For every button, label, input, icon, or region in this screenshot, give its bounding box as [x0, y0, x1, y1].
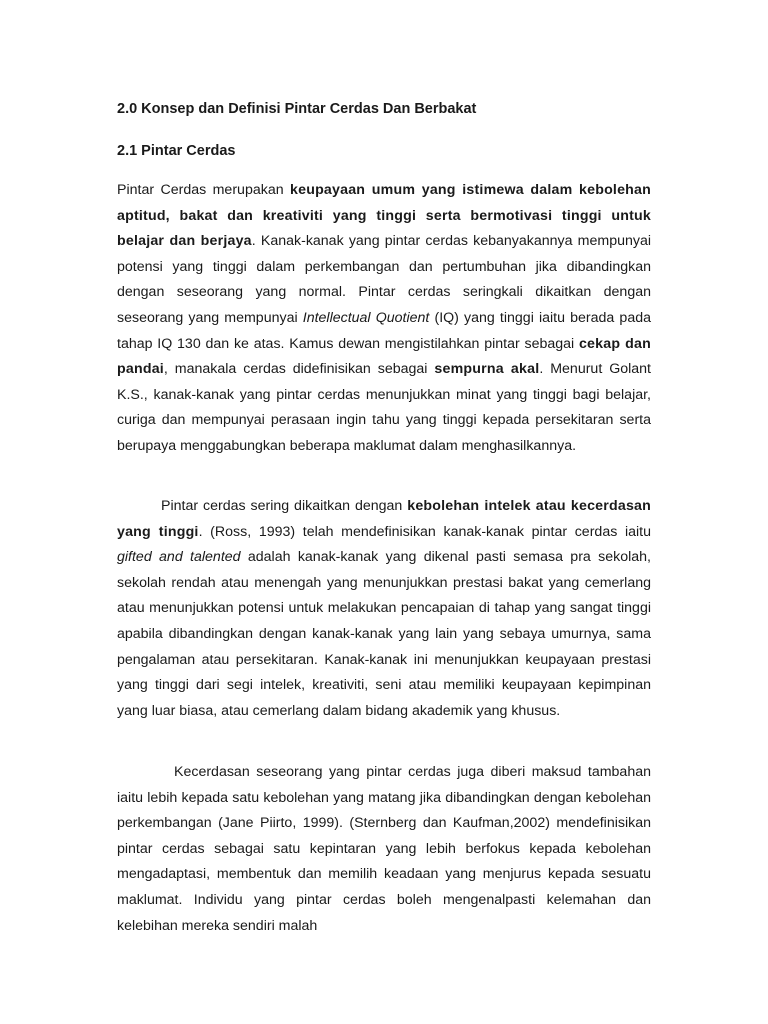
p1-bold-cerdas: sempurna akal	[434, 361, 540, 378]
paragraph-2	[117, 494, 651, 724]
paragraph-3	[117, 760, 651, 939]
p2-text-1: Pintar cerdas sering dikaitkan dengan	[161, 498, 408, 514]
p1-bold-definition: keupayaan umum yang istimewa dalam kebolehan aptitud, bakat dan kreativiti yang tinggi serta bermotivasi tinggi untuk belajar dan berjaya	[117, 182, 651, 250]
p2-text-3: adalah kanak-kanak yang dikenal pasti semasa pra sekolah, sekolah rendah atau menengah yang menunjukkan prestasi bakat yang cemerlang atau menunjukkan potensi untuk melakukan pencapaian di tahap yang sangat tinggi apabila dibandingkan dengan kanak-kanak yang lain yang sebaya umurnya, sama pengalaman atau persekitaran. Kanak-kanak ini menunjukkan keupayaan prestasi yang tinggi dari segi intelek, kreativiti, seni atau memiliki keupayaan kepimpinan yang luar biasa, atau cemerlang dalam bidang akademik yang khusus.	[117, 549, 651, 719]
p1-text-4: , manakala cerdas didefinisikan sebagai	[163, 361, 435, 378]
p2-bold-intellect: kebolehan intelek atau kecerdasan yang tinggi	[117, 498, 651, 540]
p3-text-1: Kecerdasan seseorang yang pintar cerdas juga diberi maksud tambahan iaitu lebih kepada satu kebolehan yang matang jika dibandingkan dengan kebolehan perkembangan (Jane Piirto, 1999). (Sternberg dan Kaufman,2002) mendefinisikan pintar cerdas sebagai satu kepintaran yang lebih berfokus kepada kebolehan mengadaptasi, membentuk dan memilih keadaan yang menjurus kepada sesuatu maklumat. Individu yang pintar cerdas boleh mengenalpasti kelemahan dan kelebihan mereka sendiri malah	[117, 764, 651, 934]
subsection-heading: 2.1 Pintar Cerdas	[117, 143, 236, 159]
p1-text-3: (IQ) yang tinggi iaitu berada pada tahap IQ 130 dan ke atas. Kamus dewan mengistilahkan pintar sebagai	[117, 309, 651, 352]
p1-text-1: Pintar Cerdas merupakan	[117, 182, 291, 198]
p1-italic-term: Intellectual Quotient	[302, 309, 430, 326]
paragraph-1	[117, 178, 651, 460]
p2-text-2: . (Ross, 1993) telah mendefinisikan kanak-kanak pintar cerdas iaitu	[198, 523, 651, 540]
p1-text-5: . Menurut Golant K.S., kanak-kanak yang pintar cerdas menunjukkan minat yang tinggi bagi belajar, curiga dan mempunyai perasaan ingin tahu yang tinggi kepada persekitaran serta berupaya menggabungkan beberapa maklumat dalam menghasilkannya.	[117, 361, 651, 454]
section-heading: 2.0 Konsep dan Definisi Pintar Cerdas Dan Berbakat	[117, 101, 477, 117]
p1-text-2: . Kanak-kanak yang pintar cerdas kebanyakannya mempunyai potensi yang tinggi dalam perkembangan dan pertumbuhan jika dibandingkan dengan seseorang yang normal. Pintar cerdas seringkali dikaitkan dengan seseorang yang mempunyai	[117, 233, 651, 326]
p2-italic-term: gifted and talented	[117, 549, 241, 566]
p1-bold-pintar: cekap dan pandai	[117, 335, 651, 378]
